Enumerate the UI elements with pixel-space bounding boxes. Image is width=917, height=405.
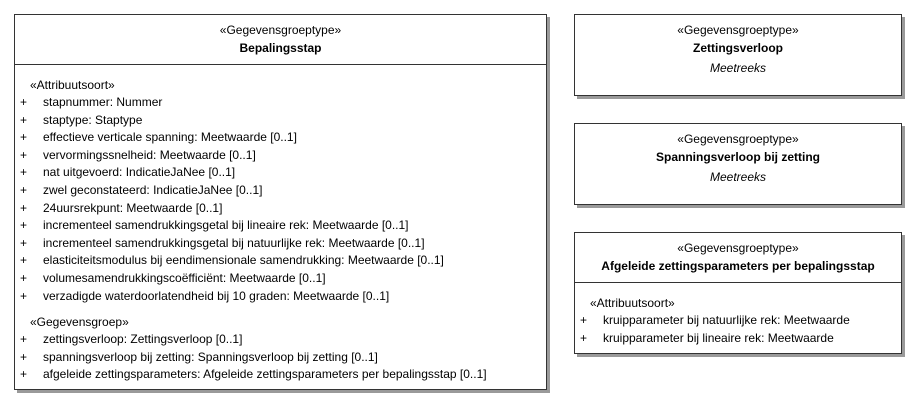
attribute-row	[15, 252, 546, 270]
public-visibility-marker: +	[20, 288, 28, 303]
attribute-row-text: incrementeel samendrukkingsgetal bij natuurlijke rek: Meetwaarde [0..1]	[43, 235, 425, 250]
attribute-list	[575, 312, 901, 347]
class-bepalingsstap[interactable]	[14, 14, 547, 390]
stereotype-label: «Gegevensgroeptype»	[677, 132, 799, 146]
group-row-text: afgeleide zettingsparameters: Afgeleide zettingsparameters per bepalingsstap [0..1]	[43, 367, 487, 382]
attribute-row	[15, 182, 546, 200]
stereotype-label: «Gegevensgroeptype»	[219, 23, 342, 37]
attribute-row-text: stapnummer: Nummer	[43, 95, 163, 109]
public-visibility-marker: +	[20, 235, 28, 250]
attribute-row-text: kruipparameter bij lineaire rek: Meetwaarde	[603, 330, 834, 345]
group-row	[15, 366, 546, 384]
attribute-row	[15, 288, 546, 306]
attribute-row-text: nat uitgevoerd: IndicatieJaNee [0..1]	[43, 165, 236, 180]
class-header	[15, 15, 546, 57]
public-visibility-marker: +	[20, 165, 28, 180]
attribute-row-text: staptype: Staptype	[43, 112, 143, 127]
class-zettingsverloop[interactable]	[574, 14, 902, 96]
stereotype-label: «Gegevensgroeptype»	[677, 241, 799, 255]
class-header	[575, 15, 901, 79]
public-visibility-marker: +	[20, 130, 28, 145]
class-spanningsverloop-bij-zetting[interactable]	[574, 123, 902, 205]
attribute-row	[575, 312, 901, 330]
class-name: Afgeleide zettingsparameters per bepalingsstap	[601, 259, 875, 273]
public-visibility-marker: +	[580, 330, 588, 345]
attribute-section-title: «Attribuutsoort»	[30, 78, 115, 92]
attribute-row-text: zwel geconstateerd: IndicatieJaNee [0..1]	[43, 182, 263, 197]
attribute-row-text: verzadigde waterdoorlatendheid bij 10 graden: Meetwaarde [0..1]	[43, 288, 390, 303]
compartment-divider	[15, 64, 546, 65]
attribute-compartment	[15, 76, 546, 305]
public-visibility-marker: +	[580, 313, 588, 327]
group-row-text: zettingsverloop: Zettingsverloop [0..1]	[43, 332, 243, 346]
attribute-row	[15, 270, 546, 288]
public-visibility-marker: +	[20, 182, 28, 197]
compartment-divider	[575, 282, 901, 283]
attribute-row	[15, 164, 546, 182]
attribute-row-text: incrementeel samendrukkingsgetal bij lineaire rek: Meetwaarde [0..1]	[43, 218, 409, 233]
attribute-row-text: vervormingssnelheid: Meetwaarde [0..1]	[43, 147, 256, 162]
attribute-row	[15, 112, 546, 130]
class-header	[575, 233, 901, 275]
attribute-list	[15, 94, 546, 305]
attribute-row	[15, 147, 546, 165]
attribute-row-text: effectieve verticale spanning: Meetwaarde [0..1]	[43, 130, 297, 145]
public-visibility-marker: +	[20, 349, 28, 364]
public-visibility-marker: +	[20, 253, 28, 268]
attribute-row	[15, 200, 546, 218]
attribute-section-title: «Attribuutsoort»	[590, 296, 675, 310]
attribute-row-text: 24uursrekpunt: Meetwaarde [0..1]	[43, 200, 223, 215]
class-afgeleide-zettingsparameters[interactable]	[574, 232, 902, 354]
attribute-row	[15, 217, 546, 235]
attribute-row	[575, 330, 901, 348]
class-name: Bepalingsstap	[239, 41, 322, 55]
public-visibility-marker: +	[20, 270, 28, 285]
group-compartment	[15, 313, 546, 384]
class-subtitle: Meetreeks	[709, 170, 767, 184]
public-visibility-marker: +	[20, 112, 28, 127]
group-row	[15, 331, 546, 349]
class-header	[575, 124, 901, 188]
public-visibility-marker: +	[20, 367, 28, 382]
class-name: Zettingsverloop	[692, 41, 783, 55]
attribute-row	[15, 94, 546, 112]
public-visibility-marker: +	[20, 95, 28, 109]
public-visibility-marker: +	[20, 147, 28, 162]
public-visibility-marker: +	[20, 332, 28, 346]
group-list	[15, 331, 546, 384]
attribute-row-text: kruipparameter bij natuurlijke rek: Meetwaarde	[603, 313, 850, 327]
public-visibility-marker: +	[20, 218, 28, 233]
group-row	[15, 349, 546, 367]
attribute-row-text: volumesamendrukkingscoëfficiënt: Meetwaarde [0..1]	[43, 270, 326, 285]
class-subtitle: Meetreeks	[709, 61, 767, 75]
group-row-text: spanningsverloop bij zetting: Spanningsverloop bij zetting [0..1]	[43, 349, 378, 364]
attribute-row	[15, 235, 546, 253]
class-name: Spanningsverloop bij zetting	[655, 150, 820, 164]
stereotype-label: «Gegevensgroeptype»	[677, 23, 799, 37]
attribute-row-text: elasticiteitsmodulus bij eendimensionale samendrukking: Meetwaarde [0..1]	[43, 253, 444, 268]
public-visibility-marker: +	[20, 200, 28, 215]
attribute-compartment	[575, 294, 901, 347]
attribute-row	[15, 129, 546, 147]
group-section-title: «Gegevensgroep»	[30, 315, 129, 329]
